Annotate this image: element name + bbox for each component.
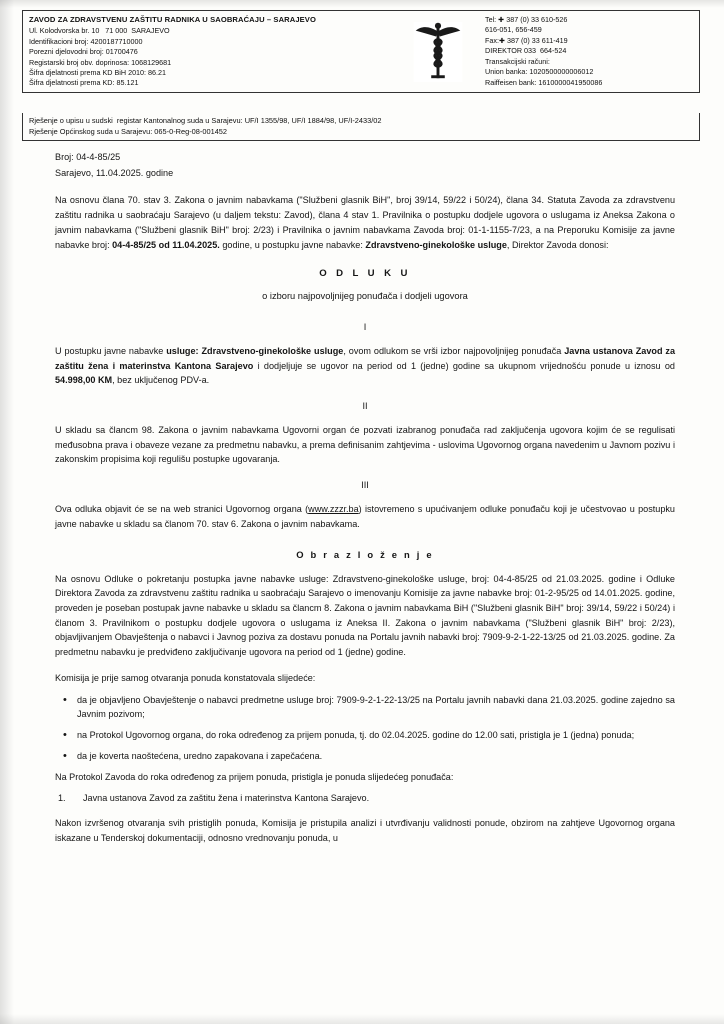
section-i-service-name: usluge: Zdravstveno-ginekološke usluge xyxy=(166,345,344,356)
document-number: Broj: 04-4-85/25 xyxy=(55,152,121,162)
list-item-label: Javna ustanova Zavod za zaštitu žena i materinstva Kantona Sarajevo. xyxy=(83,793,370,804)
explanation-paragraph-1: Na osnovu Odluke o pokretanju postupka javne nabavke usluge: Zdravstveno-ginekološke usluge, broj: 04-4-85/25 od 21.03.2025. godine i Odluke Direktora Zavoda za zdravstvenu zaštitu radnika u saobraćaju Sarajevo o imenovanju Komisije za javne nabavke broj: 01-2-95/25 od 14.01.2025. godine, proveden je poseban postupak javne nabavke u skladu sa člancm 8. Zakona o javnim nabavkama BiH ("Službeni glasnik BiH" broj: 39/14, 59/22 i 50/24) i članom 3. Pravilnikom o postupku dodjele ugovora o uslugama iz Aneksa II. Zakona o javnim nabavkama ("Službeni glasnik BiH" broj: 2/23), objavljivanjem Obavještenja o nabavci i Javnog poziva za dostavu ponuda na Portalu javnih nabavki broj: 7909-9-2-1-22-13/25 od 21.03.2025. godine. Za predmetnu nabavku je predviđeno zaključivanje ugovora na period od 1 (jedne) godine. xyxy=(55,573,675,658)
preamble-text-c: , Direktor Zavoda donosi: xyxy=(506,239,609,250)
caduceus-emblem xyxy=(411,20,465,84)
preamble-paragraph xyxy=(55,193,675,252)
section-i-text-a: U postupku javne nabavke xyxy=(55,345,167,356)
scan-edge-left xyxy=(0,0,14,1024)
registry-cantonal-court: Rješenje o upisu u sudski registar Kantonalnog suda u Sarajevu: UF/I 1355/98, UF/I 1884/98, UF/I-2433/02 xyxy=(29,116,382,125)
org-tax-number: Porezni djelovodni broj: 01700476 xyxy=(29,47,138,57)
section-i-text-d: , bez uključenog PDV-a. xyxy=(112,375,210,386)
section-i-selected-bidder: Javna ustanova Zavod za zaštitu žena i materinstva Kantona Sarajevo xyxy=(55,345,676,371)
preamble-recommendation-number: 04-4-85/25 od 11.04.2025. xyxy=(112,239,220,250)
contact-director: DIREKTOR 033 664-524 xyxy=(485,46,567,56)
section-i-paragraph xyxy=(55,344,675,388)
document-meta xyxy=(55,150,675,180)
section-iii-paragraph xyxy=(55,502,675,531)
list-item xyxy=(55,791,675,806)
scan-edge-top xyxy=(0,0,724,8)
explanation-paragraph-3: Na Protokol Zavoda do roka određenog za prijem ponuda, pristigla je ponuda slijedećeg ponuđača: xyxy=(55,771,454,782)
decision-subtitle: o izboru najpovoljnijeg ponuđača i dodjeli ugovora xyxy=(262,290,468,301)
list-item-number: 1. xyxy=(58,793,66,804)
letterhead-contact-block xyxy=(483,11,699,92)
list-item: • da je koverta naoštećena, uredno zapakovana i zapečaćena. xyxy=(55,749,675,764)
preamble-text-b: godine, u postupku javne nabavke: xyxy=(219,239,366,250)
explanation-paragraph-4: Nakon izvršenog otvaranja svih pristiglih ponuda, Komisija je pristupila analizi i utvrđivanju validnosti ponude, obzirom na zahtjeve Ugovornog organa iskazane u Tenderskoj dokumentaciji, odnosno vrednovanju ponuda, u xyxy=(55,817,675,843)
scan-edge-bottom xyxy=(0,1014,724,1024)
explanation-title: O b r a z l o ž e n j e xyxy=(296,549,434,561)
commission-findings-list xyxy=(55,693,675,764)
list-item: • na Protokol Ugovornog organa, do roka određenog za prijem ponuda, tj. do 02.04.2025. godine do 12.00 sati, pristigla je 1 (jedna) ponuda; xyxy=(55,728,675,743)
document-place-date: Sarajevo, 11.04.2025. godine xyxy=(55,167,174,178)
section-i-contract-value: 54.998,00 KM xyxy=(55,375,113,386)
website-link[interactable]: www.zzzr.ba xyxy=(308,503,359,514)
section-iii-roman: III xyxy=(361,480,369,491)
section-ii-paragraph: U skladu sa člancm 98. Zakona o javnim nabavkama Ugovorni organ će pozvati izabranog ponuđača rad zaključenja ugovora kojim će se regulisati međusobna prava i obaveze vezane za predmetnu nabavku, a prema definisanim zahtjevima - uslovima Ugovornog organa navedenim u Javnom pozivu i zakonskim propisima koji regulišu postupke ugovaranja. xyxy=(55,424,675,465)
section-i-text-b: , ovom odlukom se vrši izbor najpovoljnijeg ponuđača xyxy=(343,345,565,356)
section-i-text-c: i dodjeljuje se ugovor na period od 1 (jedne) godine sa ukupnom vrijednošću ponude u iznosu od xyxy=(253,360,675,371)
org-address: Ul. Kolodvorska br. 10 71 000 SARAJEVO xyxy=(29,26,170,36)
org-title: ZAVOD ZA ZDRAVSTVENU ZAŠTITU RADNIKA U SAOBRAĆAJU – SARAJEVO xyxy=(29,15,316,24)
org-registry-contrib: Registarski broj obv. doprinosa: 1068129681 xyxy=(29,57,172,67)
section-iii-text-a: Ova odluka objavit će se na web stranici Ugovornog organa ( xyxy=(55,503,309,514)
registry-municipal-court: Rješenje Općinskog suda u Sarajevu: 065-0-Reg-08-001452 xyxy=(29,127,228,137)
court-registry-block xyxy=(22,113,700,141)
section-i-roman: I xyxy=(363,321,367,332)
document-body xyxy=(55,150,675,856)
org-activity-kd: Šifra djelatnosti prema KD: 85.121 xyxy=(29,78,139,88)
preamble-text-a: Na osnovu člana 70. stav 3. Zakona o javnim nabavkama ("Službeni glasnik BiH", broj 39/14, 59/22 i 50/24), člana 34. Statuta Zavoda za zdravstvenu zaštitu radnika u saobraćaju Sarajevo (u daljem tekstu: Zavod), člana 4 stav 1. Pravilnika o postupku dodjele ugovora o uslugama iz Aneksa Zakona o javnim nabavkama ("Službeni glasnik BiH" broj: 2/23) i Pravilnika o javnim nabavkama Zavoda broj: 01-1-1155-7/23, a na Preporuku Komisije za javne nabavke broj: xyxy=(55,195,675,250)
org-id-number: Identifikacioni broj: 4200187710000 xyxy=(29,36,143,46)
decision-title: O D L U K U xyxy=(319,268,411,280)
letterhead-org-block xyxy=(23,11,393,92)
letterhead xyxy=(22,10,700,93)
bidders-list xyxy=(55,791,675,806)
emblem-container xyxy=(393,11,483,92)
explanation-paragraph-2: Komisija je prije samog otvaranja ponuda konstatovala slijedeće: xyxy=(55,672,316,683)
accounts-label: Transakcijski računi: xyxy=(485,56,550,66)
list-item: • da je objavljeno Obavještenje o nabavci predmetne usluge broj: 7909-9-2-1-22-13/25 na Portalu javnih nabavki dana 21.03.2025. godine zajedno sa Javnim pozivom; xyxy=(55,693,675,722)
section-iii-text-b: ) istovremeno s upućivanjem odluke ponuđaču koji je učestvovao u postupku javne nabavke u skladu sa članom 70. stav 6. Zakona o javnim nabavkama. xyxy=(55,503,675,529)
preamble-procurement-subject: Zdravstveno-ginekološke usluge xyxy=(365,239,507,250)
org-activity-kd2010: Šifra djelatnosti prema KD BiH 2010: 86.21 xyxy=(29,68,167,77)
contact-fax: Fax:✚ 387 (0) 33 611-419 xyxy=(485,35,568,45)
contact-phone-2: 616-051, 656-459 xyxy=(485,25,542,35)
account-union-bank: Union banka: 1020500000006012 xyxy=(485,67,594,77)
account-raiffeisen-bank: Raiffeisen bank: 1610000041950086 xyxy=(485,77,603,87)
contact-phone: Tel: ✚ 387 (0) 33 610-526 xyxy=(485,15,568,24)
section-ii-roman: II xyxy=(362,400,368,411)
